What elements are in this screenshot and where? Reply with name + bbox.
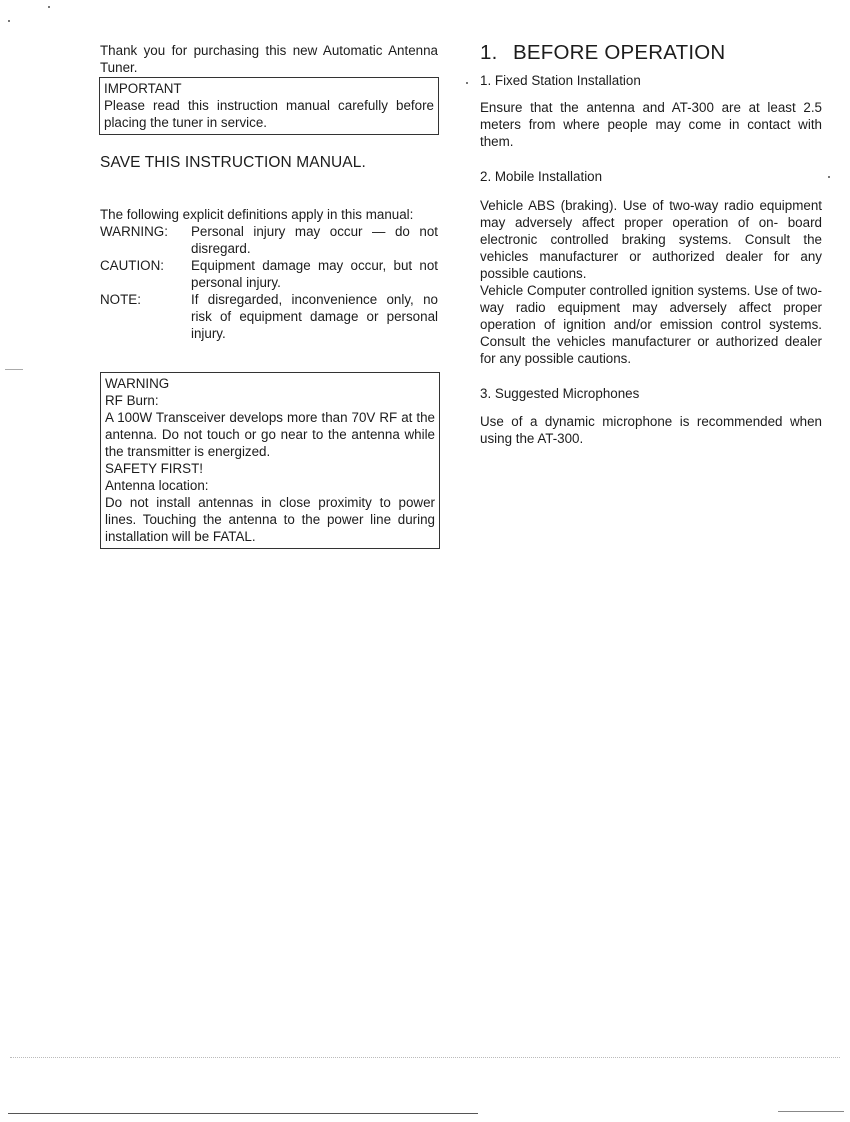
safety-first: SAFETY FIRST!: [105, 461, 203, 476]
important-box: [99, 77, 439, 135]
important-text: Please read this instruction manual carefully before placing the tuner in service.: [104, 98, 434, 130]
mobile-ignition-text: Vehicle Computer controlled ignition systems. Use of two-way radio equipment may adversely affect proper operation of ignition and/or emission control systems. Consult the vehicles manufacturer or authorized dealer for any possible cautions.: [480, 283, 822, 366]
definitions-intro: The following explicit definitions apply in this manual:: [100, 207, 414, 222]
section-number: 1.: [480, 41, 498, 64]
important-title: IMPORTANT: [104, 81, 182, 96]
save-manual-heading: SAVE THIS INSTRUCTION MANUAL.: [100, 154, 366, 171]
microphones-heading: 3. Suggested Microphones: [480, 386, 640, 401]
antenna-location-text: Do not install antennas in close proximity to power lines. Touching the antenna to the power line during installation will be FATAL.: [105, 495, 435, 544]
scan-speck: [5, 369, 23, 370]
fixed-station-heading: 1. Fixed Station Installation: [480, 73, 641, 88]
mobile-abs-text: Vehicle ABS (braking). Use of two-way radio equipment may adversely affect proper operation of on- board electronic controlled braking systems. Consult the vehicles manufacturer or authorized dealer for any possible cautions.: [480, 198, 822, 281]
mobile-installation-heading: 2. Mobile Installation: [480, 169, 603, 184]
right-column: [480, 40, 822, 447]
definition-term: WARNING:: [100, 224, 168, 239]
section-title-text: BEFORE OPERATION: [513, 41, 726, 64]
rf-burn-label: RF Burn:: [105, 393, 159, 408]
definition-term: CAUTION:: [100, 258, 164, 273]
scan-speck: [828, 176, 830, 178]
definition-note: [100, 291, 438, 342]
definitions-list: [100, 223, 438, 342]
warning-title: WARNING: [105, 376, 170, 391]
microphones-text: Use of a dynamic microphone is recommended when using the AT-300.: [480, 414, 822, 446]
definition-term: NOTE:: [100, 292, 141, 307]
definition-text: Personal injury may occur — do not disregard.: [191, 224, 438, 256]
warning-box: [100, 372, 440, 549]
scan-speck: [8, 20, 10, 22]
intro-text: Thank you for purchasing this new Automatic Antenna Tuner.: [100, 43, 438, 75]
left-column: [100, 42, 438, 549]
scan-speck: [48, 6, 50, 8]
bottom-rule-right: [778, 1111, 844, 1112]
rf-burn-text: A 100W Transceiver develops more than 70V RF at the antenna. Do not touch or go near to the antenna while the transmitter is energized.: [105, 410, 435, 459]
definition-caution: [100, 257, 438, 291]
scan-dotted-line: [10, 1057, 840, 1058]
section-title: [480, 40, 822, 66]
definition-warning: [100, 223, 438, 257]
fixed-station-text: Ensure that the antenna and AT-300 are at least 2.5 meters from where people may come in contact with them.: [480, 100, 822, 149]
scan-speck: [466, 82, 468, 84]
bottom-rule: [8, 1113, 478, 1114]
definition-text: Equipment damage may occur, but not personal injury.: [191, 258, 438, 290]
definition-text: If disregarded, inconvenience only, no risk of equipment damage or personal injury.: [191, 292, 438, 341]
antenna-location-label: Antenna location:: [105, 478, 209, 493]
